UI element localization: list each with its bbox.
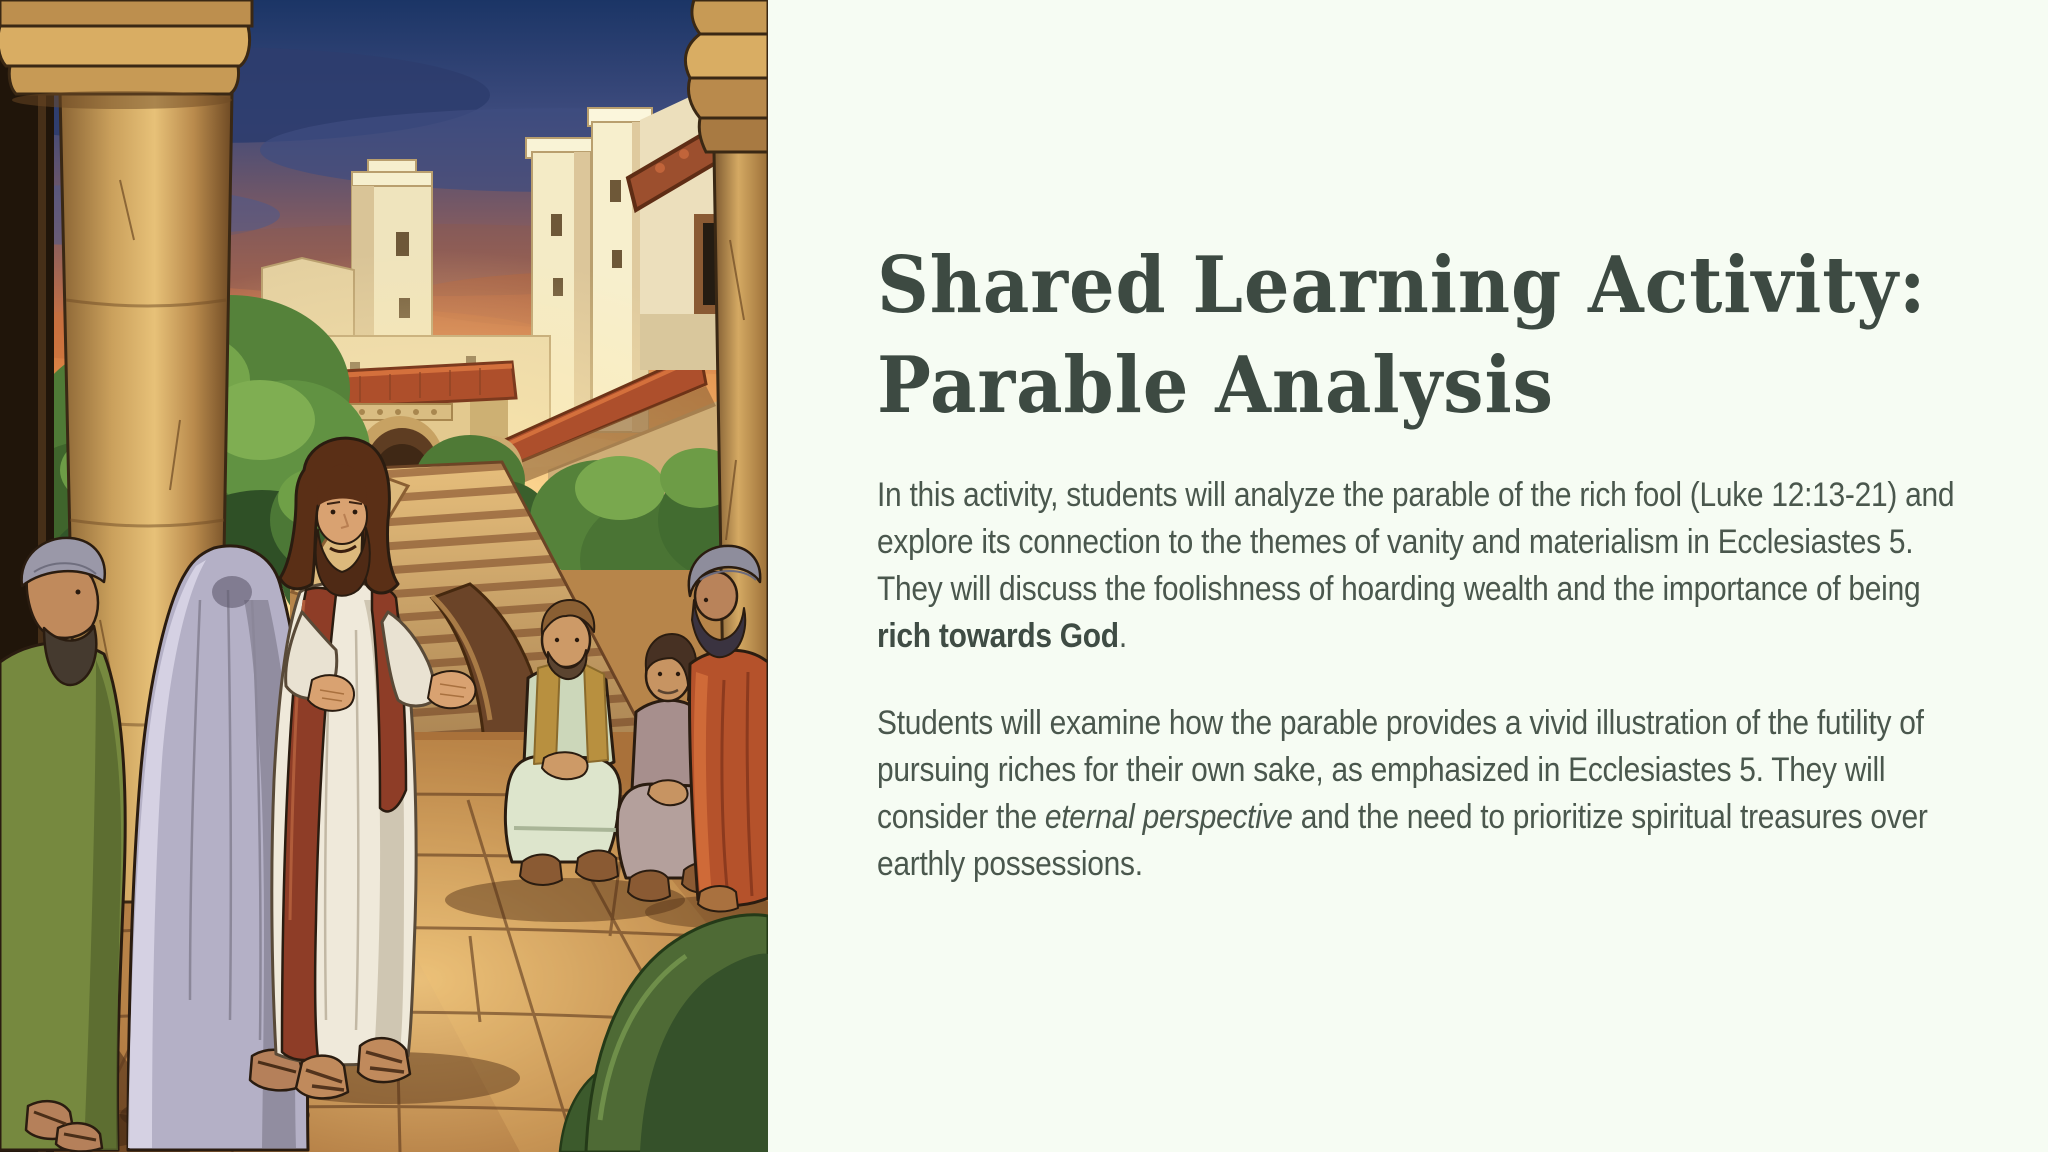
paragraph-1-lead: In this activity, students will analyze the parable of the rich fool (Luke 12:13-21) and explore its connection to the themes of vanity and materialism in Ecclesiastes 5. They will discuss the foolishness of hoarding wealth and the importance of being — [877, 476, 1955, 608]
emphasis-rich-towards-god: rich towards God — [877, 617, 1119, 655]
parable-illustration — [0, 0, 768, 1152]
slide-title — [877, 236, 2048, 436]
illustration-canvas — [0, 0, 768, 1152]
slide-title-line-1: Shared Learning Activity: — [877, 240, 1927, 331]
paragraph-examination-detail — [877, 700, 1981, 888]
paragraph-2-lead: Students will examine how the parable provides a vivid illustration of the futility of pursuing riches for their own sake, as emphasized in Ecclesiastes 5. They will consider the — [877, 704, 1924, 836]
slide-title-line-2: Parable Analysis — [877, 340, 1555, 431]
slide-text-panel — [768, 0, 2048, 1152]
paragraph-2-tail: and the need to prioritize spiritual treasures over earthly possessions. — [877, 798, 1928, 883]
paragraph-1-tail: . — [1118, 617, 1127, 655]
paragraph-activity-overview — [877, 472, 1981, 660]
emphasis-eternal-perspective: eternal perspective — [1044, 798, 1293, 836]
